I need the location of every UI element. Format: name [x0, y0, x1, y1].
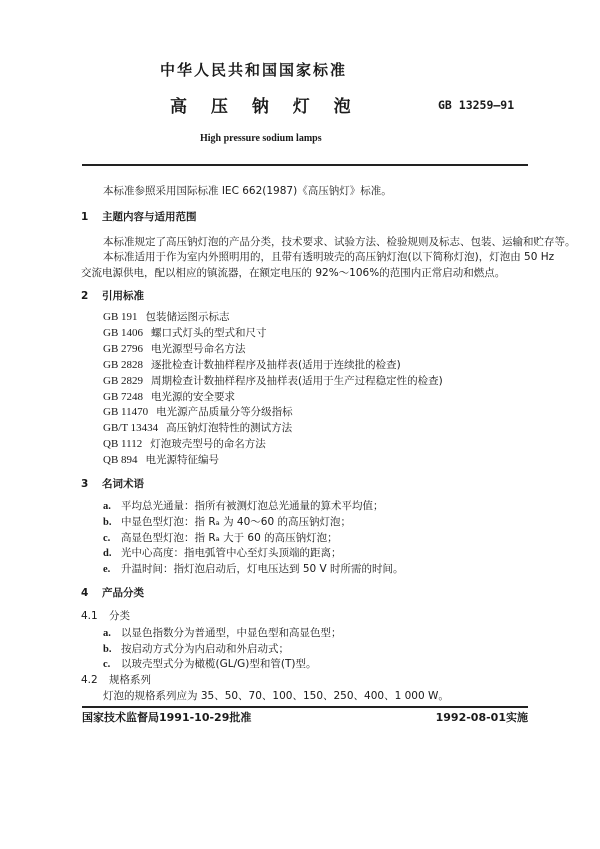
- reference-item: [103, 328, 267, 339]
- item-text: 中显色型灯泡：指 Rₐ 为 40～60 的高压钠灯泡；: [121, 515, 351, 528]
- reference-code: GB 11470: [103, 406, 149, 419]
- list-item: [103, 501, 384, 513]
- subsection-number: 4.1: [81, 610, 98, 622]
- reference-code: GB 1406: [103, 326, 144, 339]
- effective-date: 1992-08-01实施: [435, 711, 528, 724]
- item-text: 光中心高度：指电弧管中心至灯头顶端的距离；: [121, 547, 342, 560]
- item-text: 以玻壳型式分为橄榄(GL/G)型和管(T)型。: [121, 658, 317, 671]
- reference-item: [103, 344, 246, 355]
- reference-item: [103, 360, 401, 371]
- list-item: [103, 564, 404, 576]
- item-text: 升温时间：指灯泡启动后，灯电压达到 50 V 时所需的时间。: [121, 563, 404, 576]
- paragraph: 本标准规定了高压钠灯泡的产品分类，技术要求、试验方法、检验规则及标志、包装、运输和贮存等。: [103, 236, 576, 248]
- english-title: High pressure sodium lamps: [200, 133, 322, 144]
- item-label: b.: [103, 516, 112, 528]
- reference-item: [103, 376, 443, 387]
- section-number: 3: [81, 478, 89, 490]
- section-number: 4: [81, 587, 89, 599]
- reference-item: [103, 392, 235, 403]
- section-title: 产品分类: [101, 587, 144, 599]
- item-label: c.: [103, 659, 111, 671]
- subsection-4-1-heading: [81, 611, 130, 622]
- reference-title: 包装储运图示标志: [145, 311, 230, 323]
- reference-code: QB 1112: [103, 438, 143, 451]
- reference-title: 逐批检查计数抽样程序及抽样表(适用于连续批的检查): [151, 358, 401, 371]
- item-label: a.: [103, 628, 111, 639]
- approval-date: 国家技术监督局1991-10-29批准: [82, 711, 252, 724]
- reference-item: [103, 423, 292, 434]
- subsection-4-2-heading: [81, 675, 151, 686]
- item-text: 按启动方式分为内启动和外启动式；: [121, 642, 289, 655]
- list-item: [103, 533, 338, 545]
- paragraph: 交流电源供电，配以相应的镇流器，在额定电压的 92%～106%的范围内正常启动和燃点。: [81, 267, 506, 279]
- reference-code: GB/T 13434: [103, 422, 159, 435]
- list-item: [103, 659, 316, 671]
- reference-code: GB 191: [103, 311, 138, 323]
- section-1-heading: [81, 212, 196, 223]
- item-label: d.: [103, 548, 112, 560]
- reference-title: 灯泡玻壳型号的命名方法: [150, 438, 266, 451]
- reference-code: QB 894: [103, 454, 138, 467]
- page-title: 高 压 钠 灯 泡: [170, 97, 355, 117]
- reference-code: GB 2828: [103, 358, 144, 371]
- section-4-heading: [81, 588, 144, 599]
- reference-title: 螺口式灯头的型式和尺寸: [151, 326, 267, 339]
- spec-series-text: 灯泡的规格系列应为 35、50、70、100、150、250、400、1 000 W。: [103, 690, 449, 702]
- reference-item: [103, 439, 266, 450]
- list-item: [103, 548, 342, 560]
- section-title: 引用标准: [101, 290, 144, 302]
- item-text: 平均总光通量：指所有被测灯泡总光通量的算术平均值；: [121, 500, 384, 512]
- paragraph: 本标准适用于作为室内外照明用的，且带有透明玻壳的高压钠灯泡(以下简称灯泡)，灯泡由 50 Hz: [103, 251, 555, 263]
- reference-title: 高压钠灯泡特性的测试方法: [166, 422, 293, 435]
- reference-code: GB 2829: [103, 374, 144, 387]
- reference-title: 电光源型号命名方法: [151, 342, 246, 355]
- reference-item: [103, 455, 219, 466]
- list-item: [103, 628, 342, 640]
- section-2-heading: [81, 291, 144, 302]
- subsection-title: 分类: [109, 610, 131, 622]
- reference-title: 电光源产品质量分等分级指标: [156, 406, 293, 419]
- list-item: [103, 644, 289, 656]
- reference-item: [103, 407, 293, 418]
- subsection-number: 4.2: [81, 674, 98, 686]
- item-label: c.: [103, 532, 111, 544]
- footer-divider: [82, 706, 528, 708]
- reference-code: GB 2796: [103, 342, 144, 355]
- reference-title: 周期检查计数抽样程序及抽样表(适用于生产过程稳定性的检查): [151, 374, 443, 387]
- intro-text: 本标准参照采用国际标准 IEC 662(1987)《高压钠灯》标准。: [103, 185, 392, 197]
- section-title: 主题内容与适用范围: [101, 211, 197, 223]
- reference-title: 电光源特征编号: [145, 454, 220, 467]
- item-label: b.: [103, 643, 112, 655]
- org-title: 中华人民共和国国家标准: [160, 61, 348, 79]
- reference-title: 电光源的安全要求: [151, 390, 236, 403]
- header-divider: [82, 164, 528, 166]
- reference-code: GB 7248: [103, 390, 144, 403]
- section-number: 2: [81, 290, 89, 302]
- standard-number: GB 13259—91: [438, 98, 515, 112]
- subsection-title: 规格系列: [109, 674, 152, 686]
- item-label: a.: [103, 501, 111, 512]
- item-text: 高显色型灯泡：指 Rₐ 大于 60 的高压钠灯泡；: [121, 531, 338, 544]
- reference-item: [103, 312, 230, 323]
- section-number: 1: [81, 211, 89, 223]
- item-text: 以显色指数分为普通型，中显色型和高显色型；: [121, 627, 342, 639]
- section-title: 名词术语: [101, 478, 144, 490]
- section-3-heading: [81, 479, 144, 490]
- item-label: e.: [103, 564, 111, 576]
- list-item: [103, 517, 351, 529]
